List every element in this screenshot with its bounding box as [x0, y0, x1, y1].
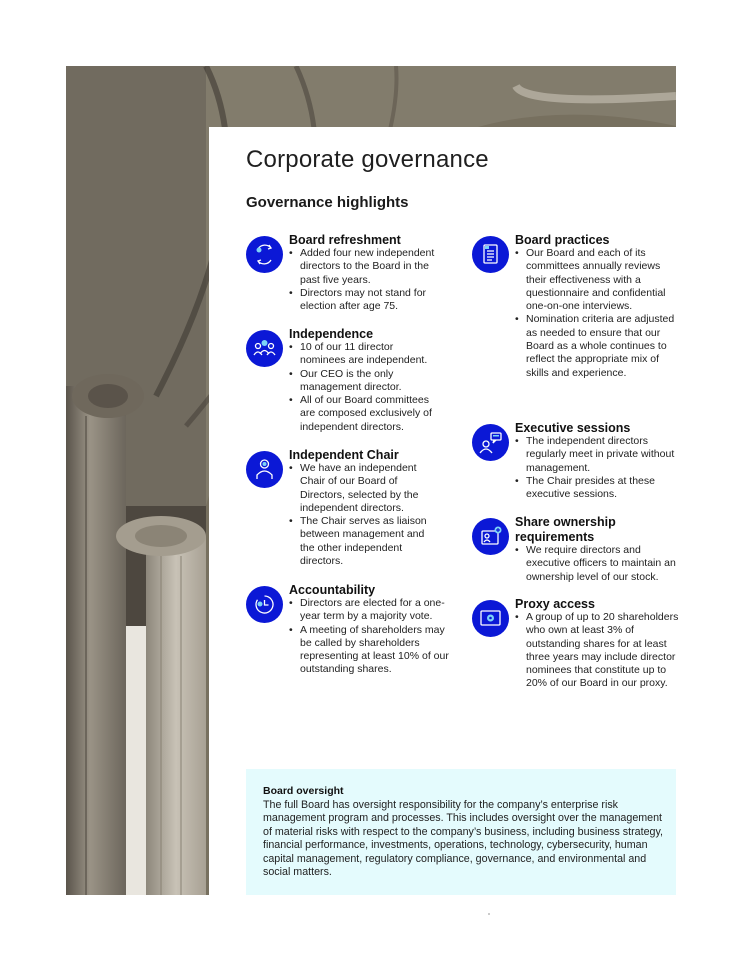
bullet: • Our Board and each of its committees annually reviews their effectiveness with a questionnaire and confidential one-on-one interviews.	[515, 247, 680, 313]
bullet: • Added four new independent directors to the Board in the past five years.	[289, 247, 439, 287]
heading: Independent Chair	[289, 448, 399, 462]
bullet-list	[289, 462, 439, 568]
group-people-icon	[246, 330, 283, 367]
bullet-list	[289, 247, 439, 313]
monitor-gear-icon	[472, 600, 509, 637]
person-chat-icon	[472, 424, 509, 461]
oversight-title: Board oversight	[263, 785, 344, 797]
bullet: • The Chair presides at these executive sessions.	[515, 475, 680, 502]
bullet: • All of our Board committees are composed exclusively of independent directors.	[289, 394, 439, 434]
clock-timer-icon	[246, 586, 283, 623]
page-title: Corporate governance	[246, 146, 489, 173]
heading: Proxy access	[515, 597, 595, 611]
bullet-list	[289, 597, 451, 677]
bullet: • Directors may not stand for election after age 75.	[289, 287, 439, 314]
person-icon	[246, 451, 283, 488]
board-oversight-box	[246, 769, 676, 895]
bullet: • 10 of our 11 director nominees are independent.	[289, 341, 439, 368]
heading: Independence	[289, 327, 374, 341]
bullet-list	[289, 341, 439, 434]
bullet: • A meeting of shareholders may be called by shareholders representing at least 10% of our outstanding shares.	[289, 624, 451, 677]
bullet: • We have an independent Chair of our Board of Directors, selected by the independent directors.	[289, 462, 439, 515]
section-subtitle: Governance highlights	[246, 194, 409, 211]
heading: Share ownership requirements	[515, 515, 616, 544]
bullet: • Directors are elected for a one-year term by a majority vote.	[289, 597, 451, 624]
bullet: • Nomination criteria are adjusted as needed to ensure that our Board as a whole continues to reflect the appropriate mix of skills and experience.	[515, 313, 680, 379]
bullet-list	[515, 611, 680, 691]
heading: Board practices	[515, 233, 610, 247]
heading: Executive sessions	[515, 421, 631, 435]
bullet: • A group of up to 20 shareholders who own at least 3% of outstanding shares for at least three years may include director nominees that constitute up to 20% of our Board in our proxy.	[515, 611, 680, 691]
bullet-list	[515, 435, 680, 501]
heading: Board refreshment	[289, 233, 401, 247]
document-icon	[472, 236, 509, 273]
refresh-cycle-icon	[246, 236, 283, 273]
id-card-plus-icon	[472, 518, 509, 555]
bullet: • The independent directors regularly meet in private without management.	[515, 435, 680, 475]
bullet-list	[515, 247, 680, 380]
page-dot	[488, 913, 490, 915]
heading: Accountability	[289, 583, 376, 597]
bullet: • The Chair serves as liaison between management and the other independent directors.	[289, 515, 439, 568]
bullet-list	[515, 544, 680, 584]
oversight-text: The full Board has oversight responsibility for the company’s enterprise risk management program and processes. This includes oversight over the management of material risks with respect to the company’s business, including business strategy, financial performance, investments, operations, technology, cybersecurity, human capital management, regulatory compliance, governance, and environmental and social matters.	[263, 799, 663, 879]
bullet: • Our CEO is the only management director.	[289, 368, 439, 395]
bullet: • We require directors and executive officers to maintain an ownership level of our stock.	[515, 544, 680, 584]
